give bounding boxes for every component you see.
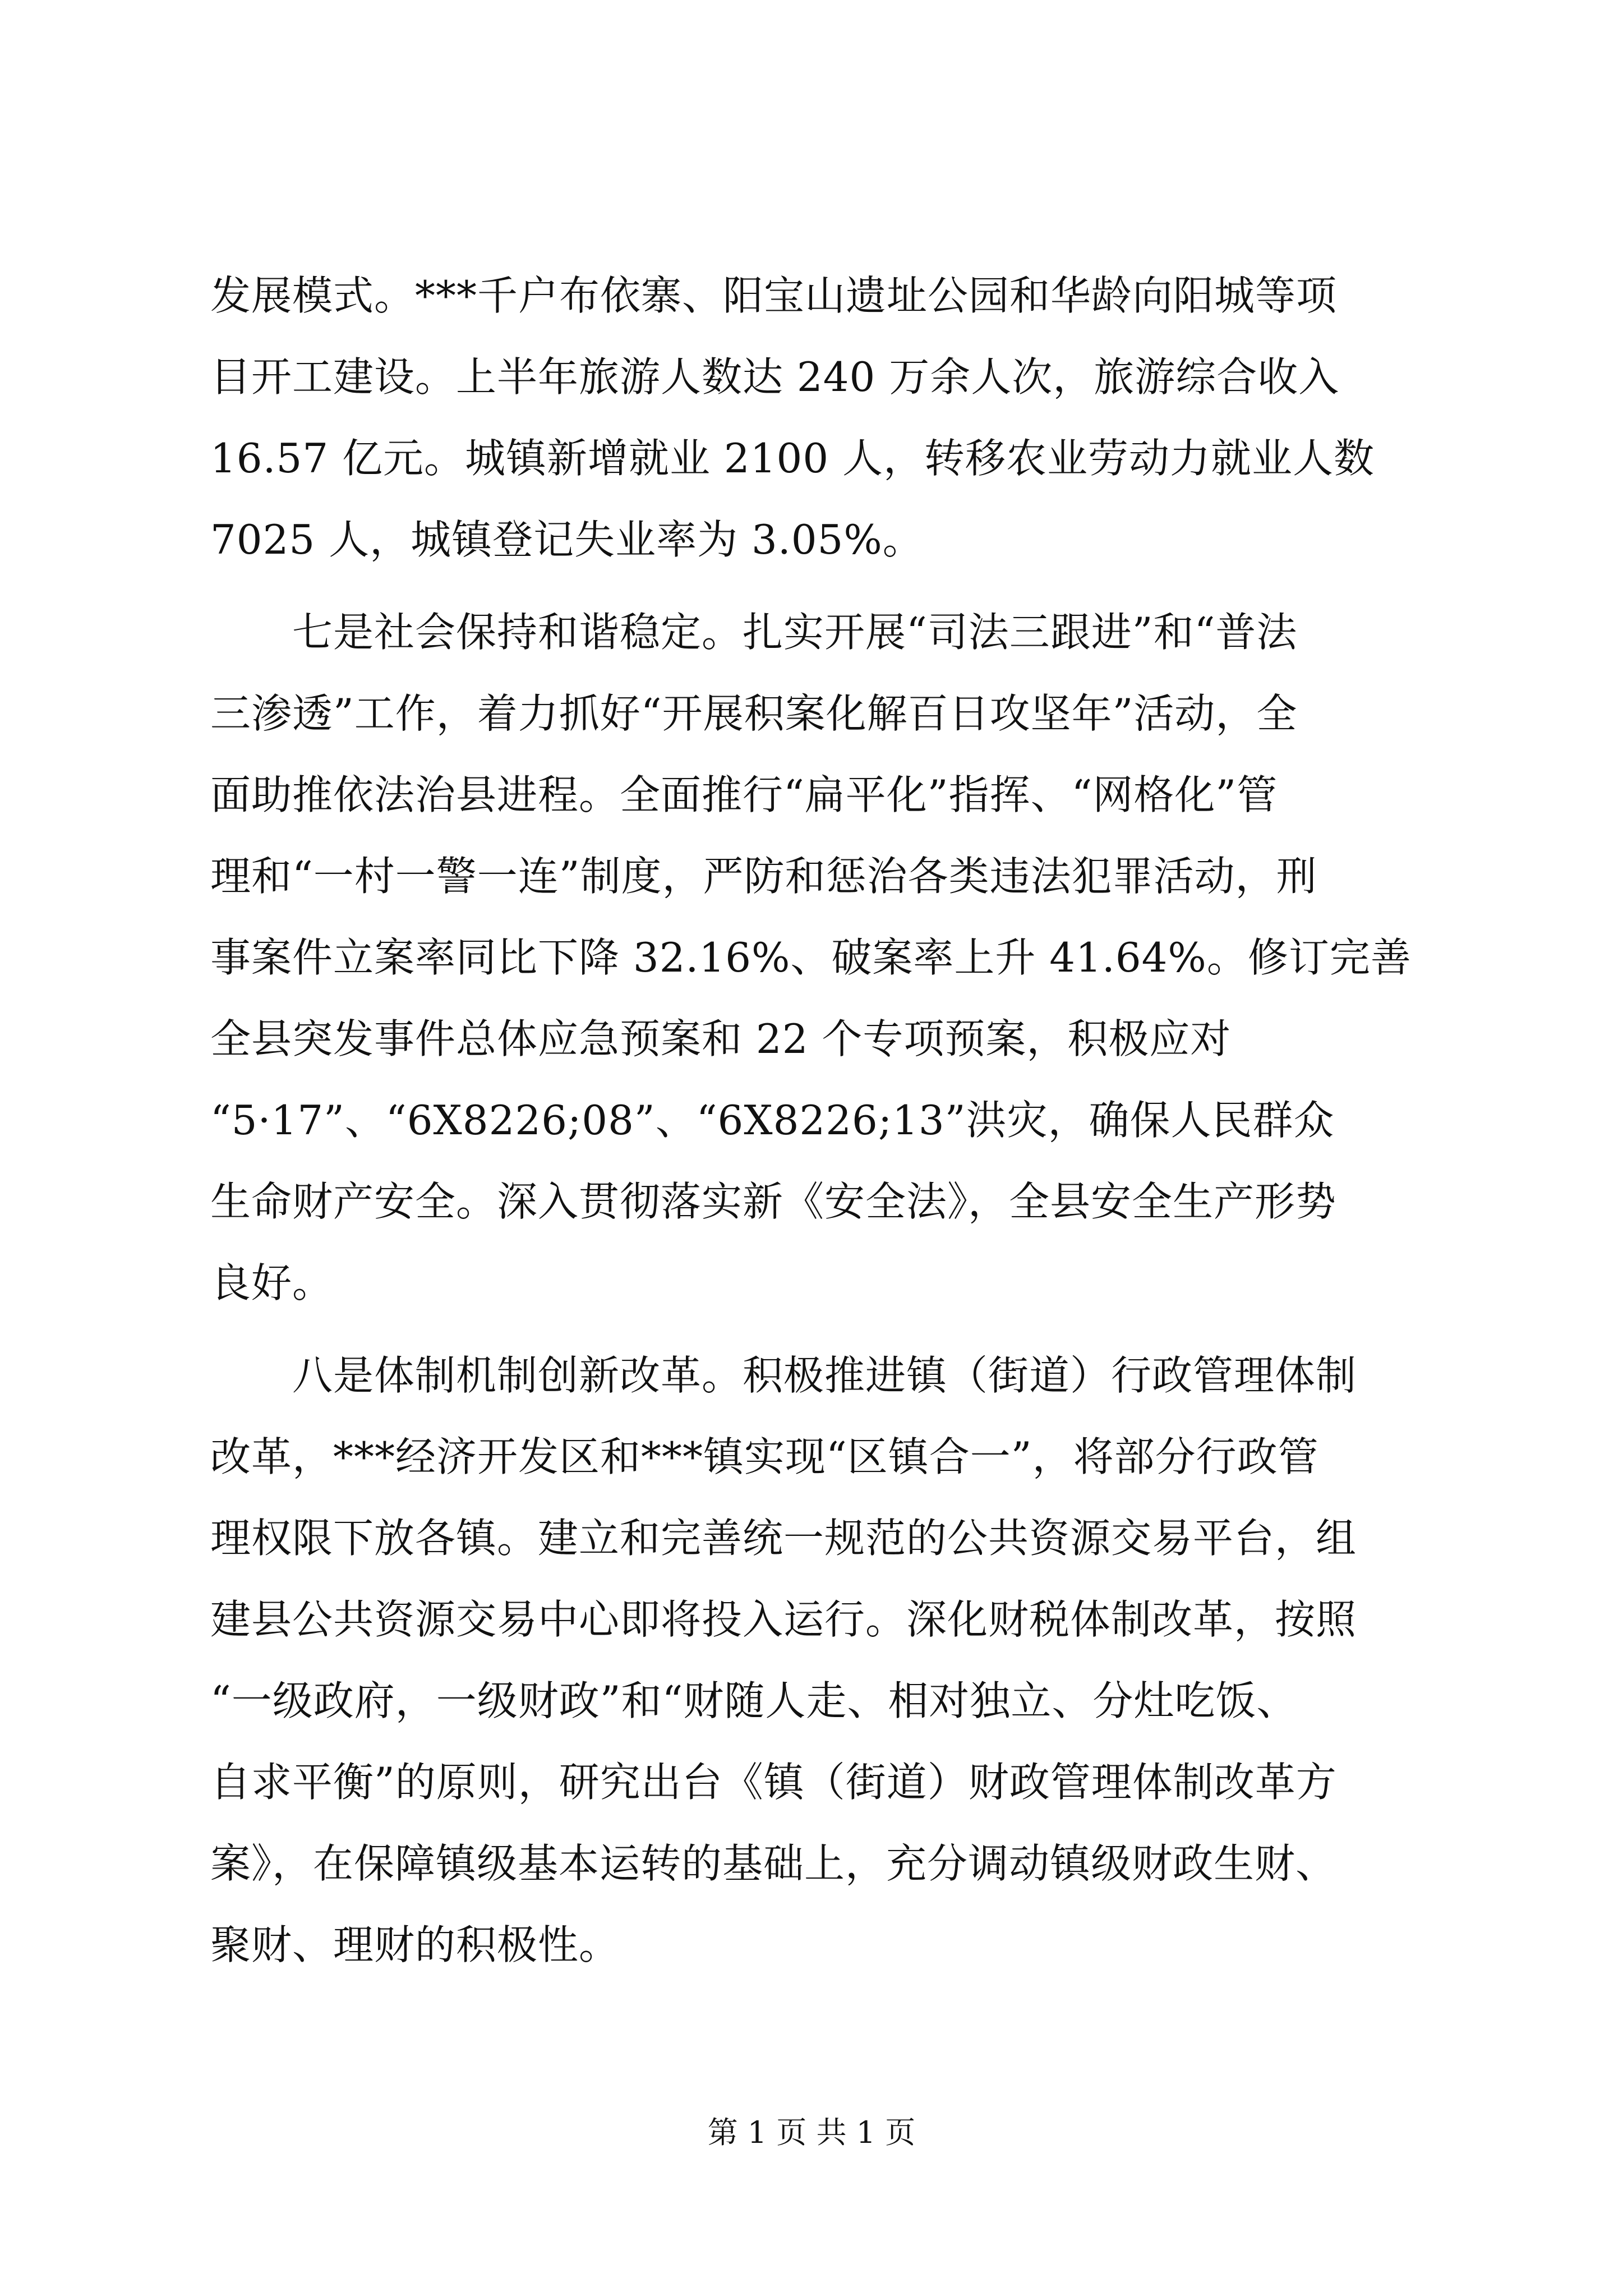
text-line: 7025 人，城镇登记失业率为 3.05%。 [210,516,924,563]
text-line: 面助推依法治县进程。全面推行“扁平化”指挥、“网格化”管 [210,771,1278,818]
text-line: 七是社会保持和谐稳定。扎实开展“司法三跟进”和“普法 [210,609,1298,656]
text-line: “5·17”、“6X8226;08”、“6X8226;13”洪灾，确保人民群众 [210,1097,1335,1144]
paragraph-social-stability [210,592,1416,1324]
paragraph-spacer [210,581,1416,592]
text-line: 八是体制机制创新改革。积极推进镇（街道）行政管理体制 [210,1352,1357,1399]
paragraph-institutional-reform [210,1335,1416,1986]
text-line: 案》，在保障镇级基本运转的基础上，充分调动镇级财政生财、 [210,1840,1337,1887]
text-line: 改革，***经济开发区和***镇实现“区镇合一”，将部分行政管 [210,1433,1319,1480]
text-line: 发展模式。***千户布依寨、阳宝山遗址公园和华龄向阳城等项 [210,272,1338,319]
text-line: 生命财产安全。深入贯彻落实新《安全法》，全县安全生产形势 [210,1178,1337,1225]
page-footer [0,2110,1623,2155]
page-number-label: 第 1 页 共 1 页 [707,2115,916,2150]
paragraph-employment [210,255,1416,581]
text-line: 良好。 [210,1259,334,1306]
text-line: 目开工建设。上半年旅游人数达 240 万余人次，旅游综合收入 [210,353,1340,401]
text-line: “一级政府，一级财政”和“财随人走、相对独立、分灶吃饭、 [210,1677,1298,1724]
text-line: 16.57 亿元。城镇新增就业 2100 人，转移农业劳动力就业人数 [210,435,1375,482]
paragraph-spacer [210,1324,1416,1335]
text-line: 聚财、理财的积极性。 [210,1921,620,1968]
text-line: 自求平衡”的原则，研究出台《镇（街道）财政管理体制改革方 [210,1759,1337,1806]
text-line: 事案件立案率同比下降 32.16%、破案率上升 41.64%。修订完善 [210,934,1412,981]
text-line: 建县公共资源交易中心即将投入运行。深化财税体制改革，按照 [210,1596,1357,1643]
text-line: 理权限下放各镇。建立和完善统一规范的公共资源交易平台，组 [210,1515,1357,1562]
text-line: 理和“一村一警一连”制度，严防和惩治各类违法犯罪活动，刑 [210,853,1317,900]
document-body [210,255,1416,1986]
text-line: 全县突发事件总体应急预案和 22 个专项预案，积极应对 [210,1015,1232,1062]
text-line: 三渗透”工作，着力抓好“开展积案化解百日攻坚年”活动，全 [210,690,1298,737]
